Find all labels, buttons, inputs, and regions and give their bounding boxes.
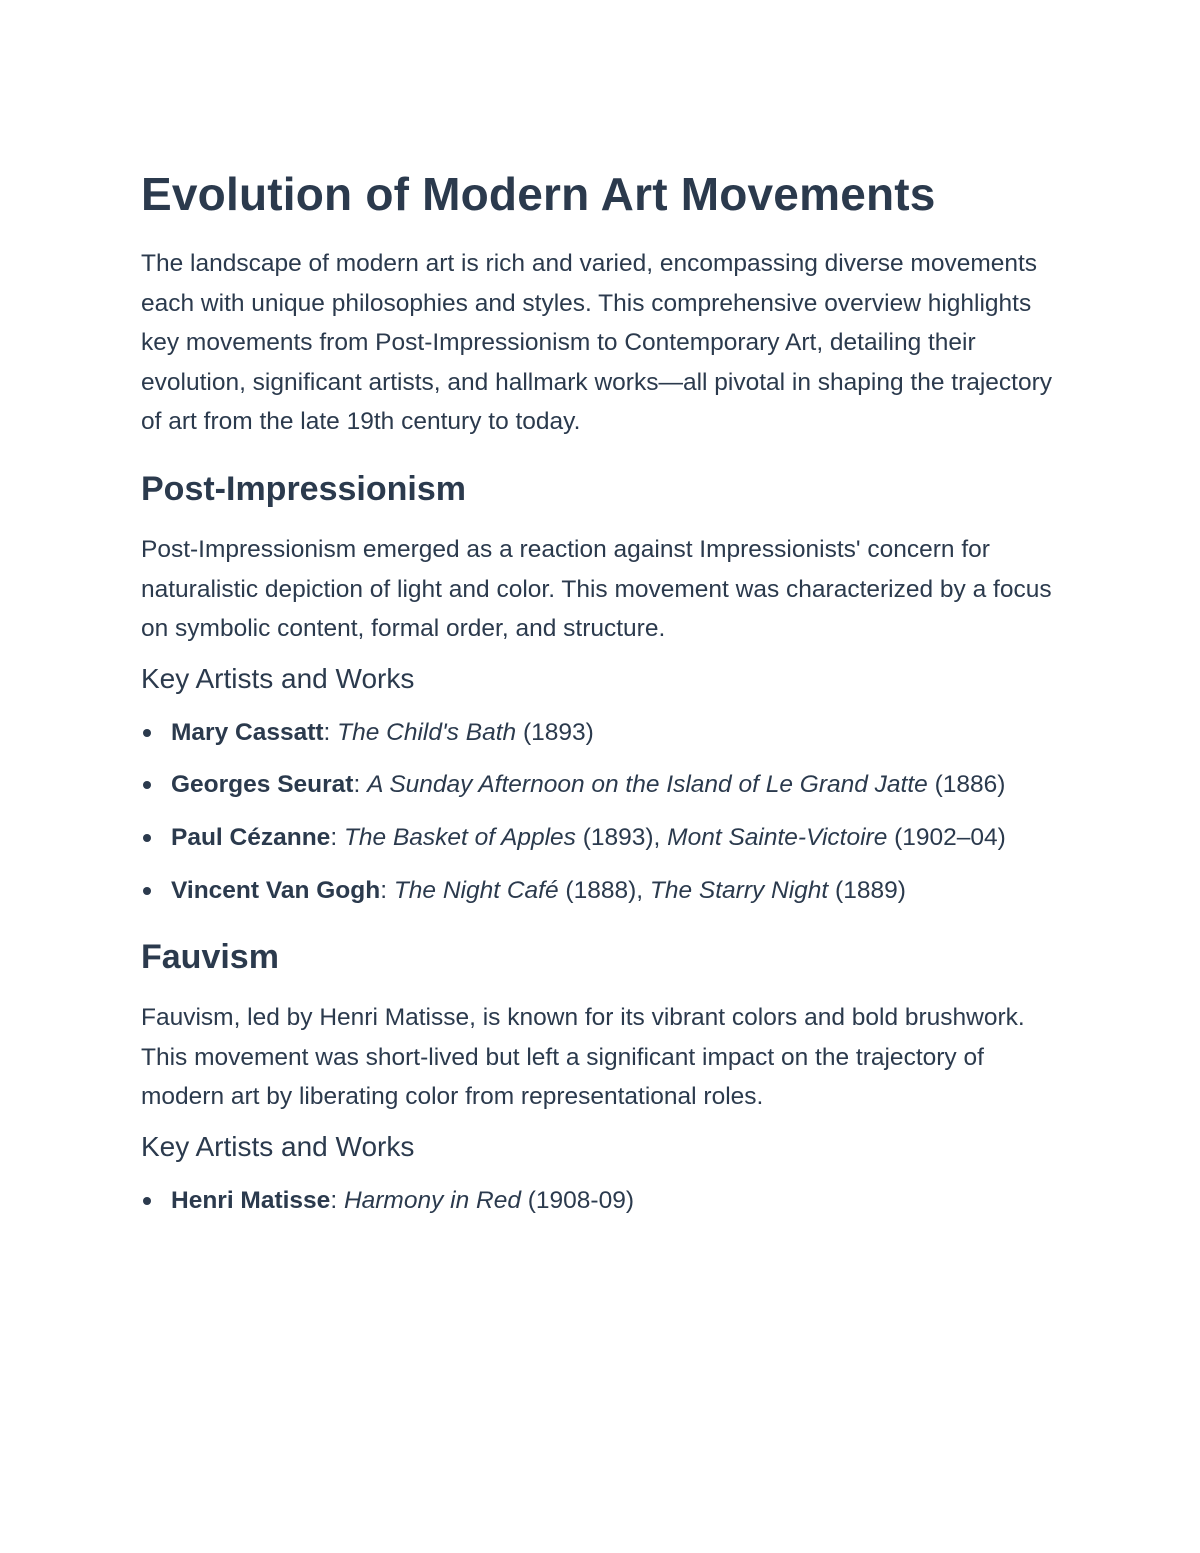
artist-list <box>141 1181 1066 1221</box>
artist-name: Henri Matisse <box>171 1186 331 1214</box>
artist-name: Georges Seurat <box>171 771 354 799</box>
separator: : <box>330 823 344 851</box>
section-heading-fauvism: Fauvism <box>141 938 279 977</box>
work-title: Harmony in Red <box>343 1186 521 1214</box>
separator: : <box>353 771 368 799</box>
artist-name: Vincent Van Gogh <box>171 876 381 904</box>
section-subheading: Key Artists and Works <box>141 662 415 694</box>
work-title: A Sunday Afternoon on the Island of Le Grand Jatte <box>367 771 928 799</box>
artist-name: Paul Cézanne <box>171 823 331 851</box>
work-title: The Basket of Apples <box>343 823 576 851</box>
work-date: (1889) <box>828 876 906 904</box>
artist-name: Mary Cassatt <box>171 718 324 746</box>
work-date: (1893) <box>516 718 594 746</box>
list-item <box>141 871 1066 911</box>
work-title: The Child's Bath <box>337 718 517 746</box>
artist-list <box>141 713 1066 910</box>
work-title: Mont Sainte-Victoire <box>667 823 888 851</box>
list-item <box>141 1181 1066 1221</box>
bullet-icon <box>143 1197 151 1205</box>
separator: : <box>330 1186 344 1214</box>
bullet-icon <box>143 887 151 895</box>
work-title: The Night Café <box>393 876 559 904</box>
section-description: Post-Impressionism emerged as a reaction against Impressionists' concern for naturalistic depiction of light and color. This movement was characterized by a focus on symbolic content, formal order, and structure. <box>141 535 1052 643</box>
work-date: (1886) <box>927 771 1006 799</box>
bullet-icon <box>143 781 151 789</box>
intro-paragraph: The landscape of modern art is rich and varied, encompassing diverse movements each with unique philosophies and styles. This comprehensive overview highlights key movements from Post-Impressionism to Contemporary Art, detailing their evolution, significant artists, and hallmark works—all pivotal in shaping the trajectory of art from the late 19th century to today. <box>141 250 1053 436</box>
work-date: (1902–04) <box>887 823 1006 851</box>
work-date: (1893), <box>575 823 668 851</box>
list-item <box>141 818 1066 858</box>
separator: : <box>380 876 394 904</box>
section-description: Fauvism, led by Henri Matisse, is known for its vibrant colors and bold brushwork. This movement was short-lived but left a significant impact on the trajectory of modern art by liberating color from representational roles. <box>141 1004 1025 1111</box>
bullet-icon <box>143 834 151 842</box>
section-heading-post-impressionism: Post-Impressionism <box>141 469 466 508</box>
bullet-icon <box>143 729 151 737</box>
section-subheading: Key Artists and Works <box>141 1130 415 1162</box>
list-item <box>141 713 1066 753</box>
work-title: The Starry Night <box>649 876 829 904</box>
work-date: (1908-09) <box>520 1186 634 1214</box>
separator: : <box>323 718 338 746</box>
document-page <box>141 166 1066 1234</box>
document-title: Evolution of Modern Art Movements <box>141 168 936 220</box>
work-date: (1888), <box>558 876 650 904</box>
list-item <box>141 765 1066 805</box>
